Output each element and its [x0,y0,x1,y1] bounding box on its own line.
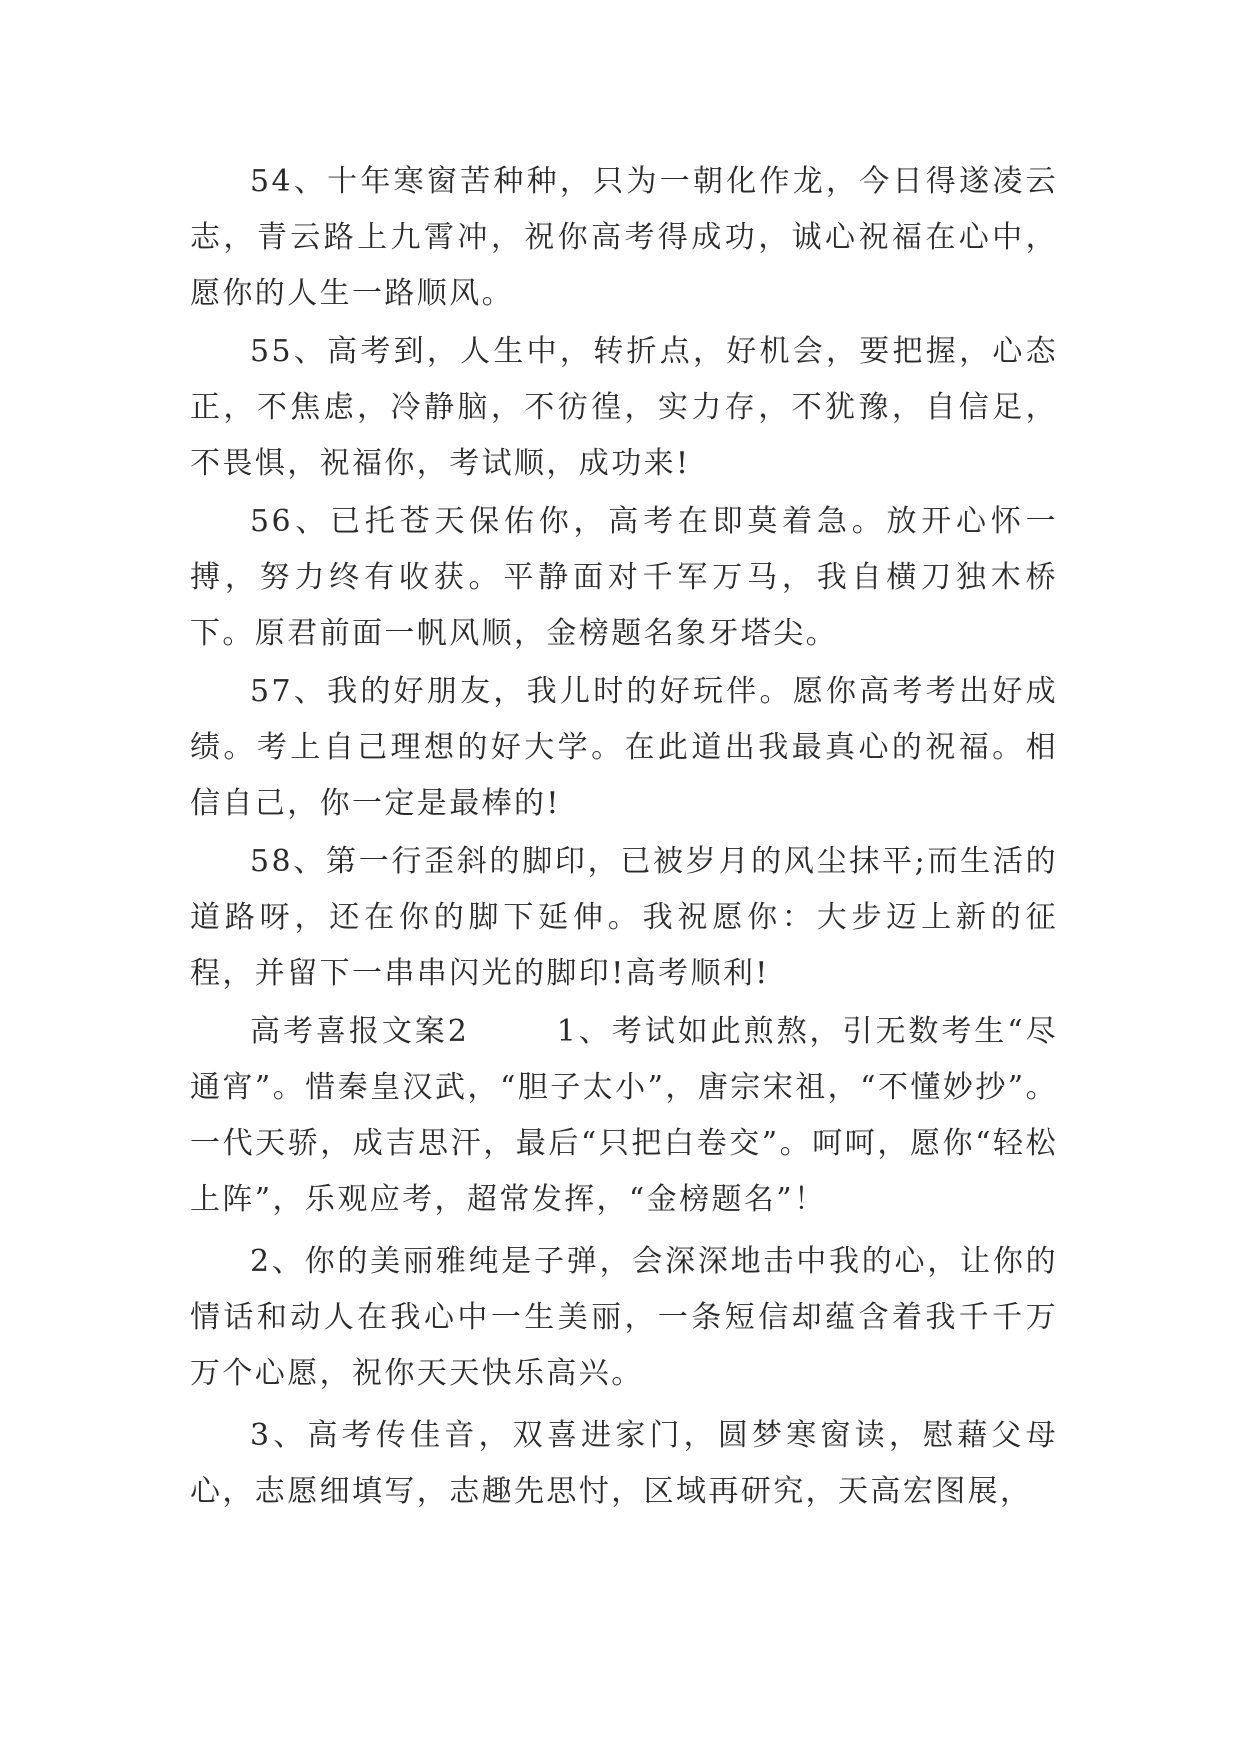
paragraph-56: 56、已托苍天保佑你，高考在即莫着急。放开心怀一搏，努力终有收获。平静面对千军万马，我自横刀独木桥下。原君前面一帆风顺，金榜题名象牙塔尖。 [190,504,1058,651]
section-heading: 高考喜报文案2 [250,1014,470,1049]
paragraph-57: 57、我的好朋友，我儿时的好玩伴。愿你高考考出好成绩。考上自己理想的好大学。在此道出我最真心的祝福。相信自己，你一定是最棒的! [190,674,1058,821]
paragraph-55: 55、高考到，人生中，转折点，好机会，要把握，心态正，不焦虑，冷静脑，不彷徨，实力存，不犹豫，自信足，不畏惧，祝福你，考试顺，成功来! [190,334,1058,481]
section-first-item: 1、考试如此煎熬，引无数考生“尽通宵”。惜秦皇汉武，“胆子太小”，唐宗宋祖，“不懂妙抄”。一代天骄，成吉思汗，最后“只把白卷交”。呵呵，愿你“轻松上阵”，乐观应考，超常发挥，“金榜题名”！ [190,1014,1058,1217]
item-2: 2、你的美丽雅纯是子弹，会深深地击中我的心，让你的情话和动人在我心中一生美丽，一条短信却蕴含着我千千万万个心愿，祝你天天快乐高兴。 [190,1244,1058,1391]
document-body [190,154,1058,1522]
heading-spacer [469,1014,556,1049]
paragraph-58: 58、第一行歪斜的脚印，已被岁月的风尘抹平;而生活的道路呀，还在你的脚下延伸。我祝愿你：大步迈上新的征程，并留下一串串闪光的脚印!高考顺利! [190,844,1058,991]
section-paragraph [190,1004,1058,1228]
item-3: 3、高考传佳音，双喜进家门，圆梦寒窗读，慰藉父母心，志愿细填写，志趣先思忖，区域再研究，天高宏图展， [190,1418,1058,1509]
paragraph-54: 54、十年寒窗苦种种，只为一朝化作龙，今日得遂凌云志，青云路上九霄冲，祝你高考得成功，诚心祝福在心中，愿你的人生一路顺风。 [190,164,1058,311]
